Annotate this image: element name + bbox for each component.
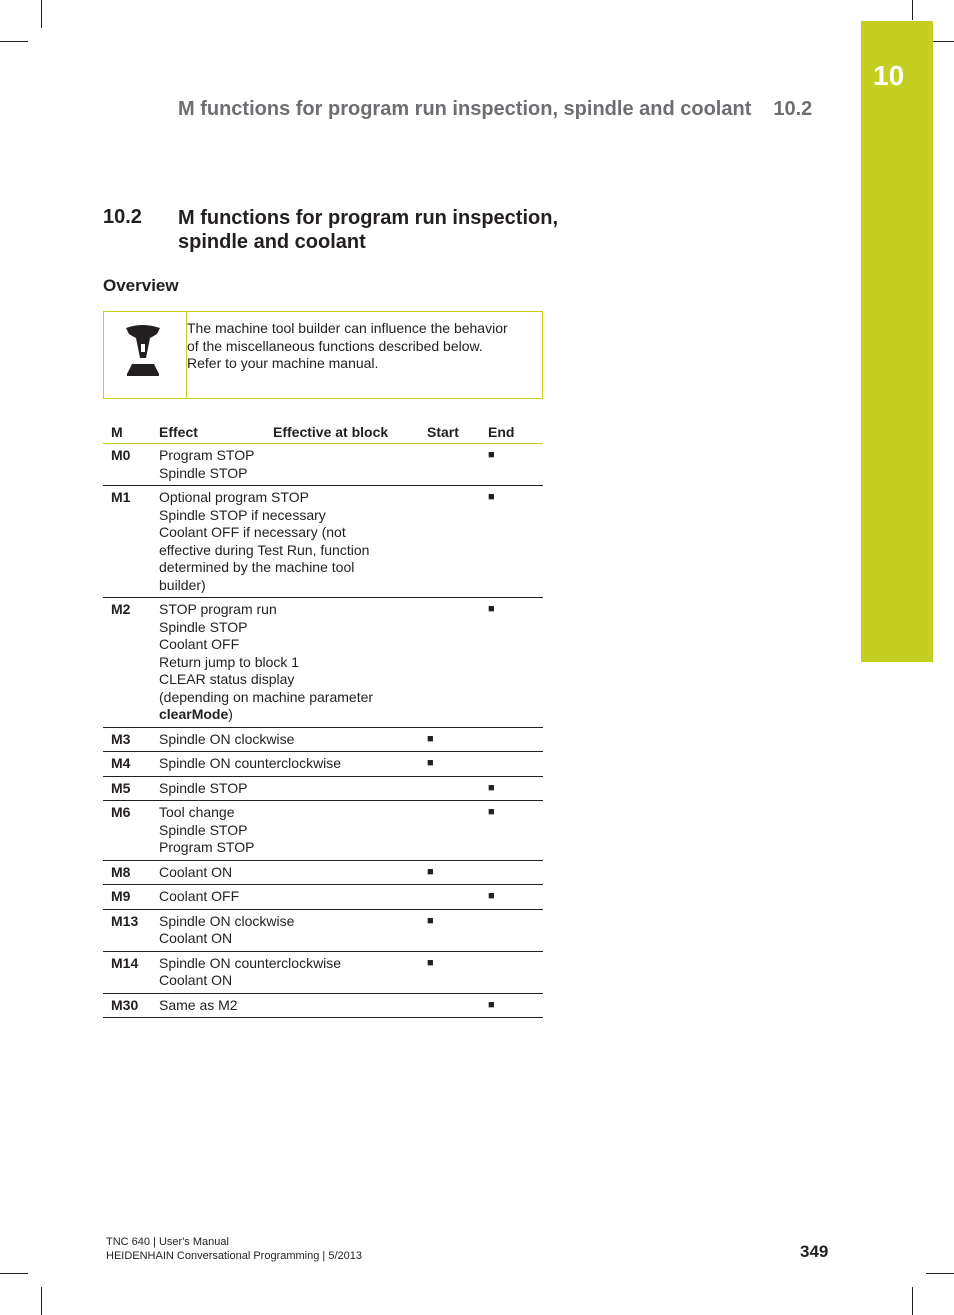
crop-mark	[912, 0, 913, 20]
end-mark	[480, 951, 543, 993]
start-mark: ■	[419, 860, 480, 885]
end-mark: ■	[480, 598, 543, 728]
page-number: 349	[800, 1242, 829, 1261]
effect-cell	[151, 860, 419, 885]
machine-parameter: clearMode	[159, 706, 229, 722]
effect-line: Coolant ON	[159, 930, 233, 946]
end-mark: ■	[480, 444, 543, 486]
effect-line: Program STOP	[159, 447, 255, 463]
column-header: End	[480, 418, 543, 444]
effect-cell	[151, 776, 419, 801]
start-mark	[419, 776, 480, 801]
running-head-number: 10.2	[773, 98, 813, 120]
crop-mark	[912, 1287, 913, 1315]
section-title: M functions for program run inspection, spindle and coolant	[178, 207, 558, 253]
effect-cell	[151, 885, 419, 910]
end-mark	[480, 909, 543, 951]
m-code: M0	[103, 444, 151, 486]
table-row	[103, 860, 543, 885]
effect-line: Coolant ON	[159, 863, 233, 880]
effect-line: Spindle STOP	[159, 821, 248, 838]
table-row	[103, 727, 543, 752]
end-mark: ■	[480, 993, 543, 1018]
table-header-row	[103, 418, 543, 444]
table-row	[103, 752, 543, 777]
effect-line: CLEAR status display	[159, 671, 295, 687]
crop-mark	[926, 1273, 954, 1274]
footer	[106, 1235, 362, 1263]
m-code: M5	[103, 776, 151, 801]
effect-cell	[151, 486, 419, 598]
chapter-tab-number: 10	[873, 60, 905, 91]
effect-cell	[151, 444, 419, 486]
effect-cell	[151, 993, 419, 1018]
start-mark	[419, 444, 480, 486]
effect-line: Return jump to block 1	[159, 653, 300, 670]
note-line: The machine tool builder can influence the behavior	[187, 320, 508, 336]
effect-line: Coolant OFF if necessary (not	[159, 524, 346, 540]
table-row	[103, 909, 543, 951]
subheading: Overview	[103, 276, 179, 295]
m-code: M4	[103, 752, 151, 777]
effect-line: Coolant OFF	[159, 888, 240, 904]
effect-line	[159, 706, 419, 724]
m-code: M3	[103, 727, 151, 752]
m-code: M2	[103, 598, 151, 728]
effect-cell	[151, 752, 419, 777]
effect-cell	[151, 598, 419, 728]
column-header: Effect	[151, 418, 265, 444]
param-suffix: )	[228, 706, 233, 722]
start-mark: ■	[419, 909, 480, 951]
table-row	[103, 598, 543, 728]
end-mark: ■	[480, 486, 543, 598]
section-number: 10.2	[103, 206, 142, 228]
effect-cell	[151, 951, 419, 993]
start-mark	[419, 486, 480, 598]
effect-line: Program STOP	[159, 839, 255, 855]
table-row	[103, 801, 543, 861]
effect-line: Spindle STOP	[159, 618, 248, 635]
effect-line: Spindle STOP	[159, 779, 248, 796]
table-row	[103, 444, 543, 486]
effect-line: STOP program run	[159, 601, 277, 617]
end-mark: ■	[480, 776, 543, 801]
crop-mark	[0, 1273, 28, 1274]
start-mark	[419, 801, 480, 861]
m-code: M6	[103, 801, 151, 861]
end-mark	[480, 727, 543, 752]
effect-line: Spindle ON counterclockwise	[159, 954, 342, 971]
effect-line: Tool change	[159, 804, 235, 820]
start-mark	[419, 885, 480, 910]
running-head-title: M functions for program run inspection, spindle and coolant	[178, 98, 752, 120]
effect-line: Same as M2	[159, 996, 238, 1013]
m-code: M9	[103, 885, 151, 910]
table-row	[103, 951, 543, 993]
start-mark: ■	[419, 951, 480, 993]
effect-cell	[151, 801, 419, 861]
start-mark	[419, 993, 480, 1018]
m-code: M14	[103, 951, 151, 993]
end-mark	[480, 860, 543, 885]
note-line: Refer to your machine manual.	[187, 355, 379, 371]
crop-mark	[41, 1287, 42, 1315]
footer-line: HEIDENHAIN Conversational Programming | 5/2013	[106, 1250, 362, 1262]
start-mark: ■	[419, 727, 480, 752]
running-head	[178, 98, 812, 121]
effect-line: Coolant ON	[159, 972, 233, 988]
m-code: M1	[103, 486, 151, 598]
column-header: Start	[419, 418, 480, 444]
note-text	[187, 320, 537, 373]
table-row	[103, 885, 543, 910]
effect-line: Optional program STOP	[159, 489, 309, 505]
end-mark: ■	[480, 801, 543, 861]
effect-line: Spindle STOP	[159, 464, 248, 481]
effect-cell	[151, 727, 419, 752]
table-row	[103, 993, 543, 1018]
end-mark: ■	[480, 885, 543, 910]
effect-line: Spindle ON clockwise	[159, 912, 295, 929]
m-function-table	[103, 418, 543, 1018]
column-header: Effective at block	[265, 418, 419, 444]
m-code: M13	[103, 909, 151, 951]
effect-line: effective during Test Run, function	[159, 541, 370, 558]
end-mark	[480, 752, 543, 777]
note-box	[103, 311, 543, 399]
effect-line: (depending on machine parameter	[159, 688, 374, 705]
effect-line: determined by the machine tool	[159, 559, 355, 575]
column-header: M	[103, 418, 151, 444]
m-code: M8	[103, 860, 151, 885]
m-code: M30	[103, 993, 151, 1018]
start-mark: ■	[419, 752, 480, 777]
crop-mark	[0, 41, 28, 42]
start-mark	[419, 598, 480, 728]
table-row	[103, 776, 543, 801]
effect-line: Spindle STOP if necessary	[159, 506, 326, 523]
machine-manual-icon	[124, 324, 162, 381]
table-row	[103, 486, 543, 598]
crop-mark	[41, 0, 42, 28]
effect-line: builder)	[159, 576, 206, 593]
effect-line: Spindle ON clockwise	[159, 730, 295, 747]
effect-line: Coolant OFF	[159, 636, 240, 652]
effect-line: Spindle ON counterclockwise	[159, 755, 342, 771]
footer-line: TNC 640 | User's Manual	[106, 1236, 229, 1248]
chapter-tab	[861, 21, 933, 662]
note-line: of the miscellaneous functions described below.	[187, 337, 483, 354]
effect-cell	[151, 909, 419, 951]
